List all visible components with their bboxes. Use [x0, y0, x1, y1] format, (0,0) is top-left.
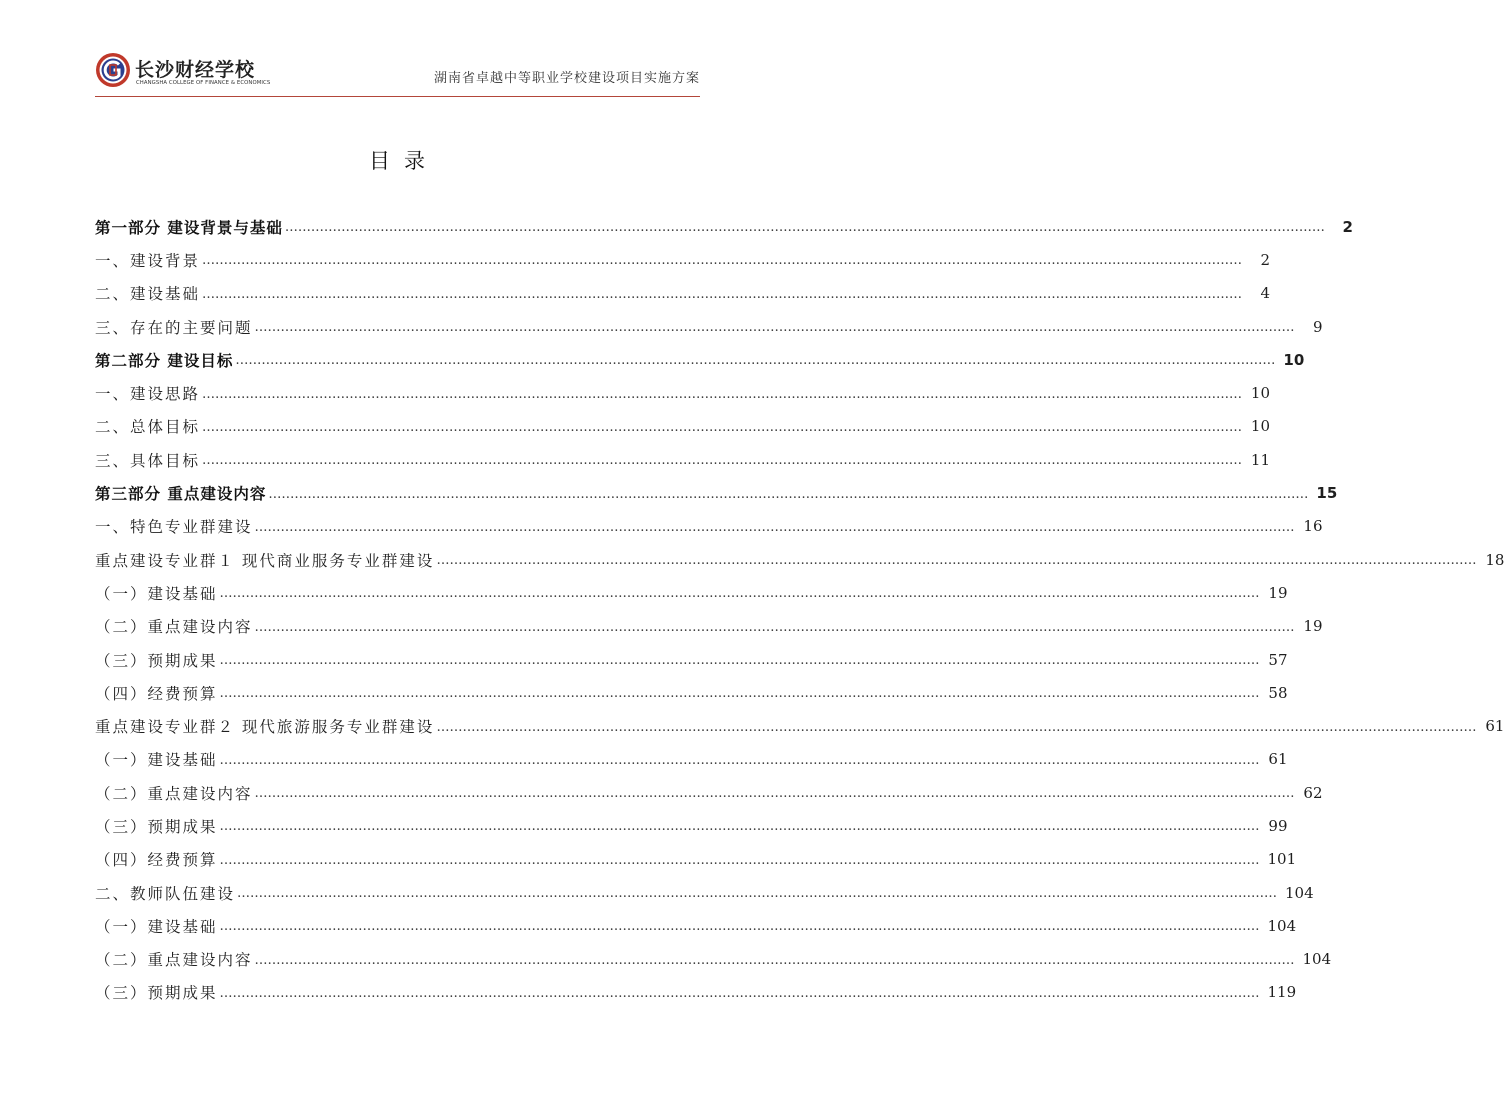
toc-page-number: 9 — [1312, 317, 1323, 336]
logo-school-name: 长沙财经学校 — [135, 59, 256, 81]
toc-entry[interactable] — [95, 576, 1288, 609]
page-title: 目录 — [369, 149, 439, 173]
toc-entry[interactable] — [95, 843, 1297, 876]
toc-entry-label: 三、存在的主要问题 — [95, 318, 253, 337]
toc-entry[interactable] — [95, 943, 1332, 976]
toc-entry-label: （一）建设基础 — [95, 917, 218, 936]
toc-leader-dots: …………………………………………………………………………………………………………………………………………………………………………………………………………………… — [202, 419, 1243, 435]
toc-entry[interactable] — [95, 976, 1297, 1009]
toc-entry[interactable] — [95, 376, 1271, 409]
toc-entry-label: （四）经费预算 — [95, 851, 218, 870]
toc-leader-dots: …………………………………………………………………………………………………………………………………………………………………………………………………………………… — [254, 619, 1295, 635]
toc-page-number: 61 — [1485, 717, 1504, 736]
toc-entry-label: （三）预期成果 — [95, 651, 218, 670]
toc-page-number: 18 — [1485, 550, 1504, 569]
toc-leader-dots: …………………………………………………………………………………………………………………………………………………………………………………………………………………… — [219, 686, 1260, 702]
toc-leader-dots: …………………………………………………………………………………………………………………………………………………………………………………………………………………… — [219, 752, 1260, 768]
toc-page-number: 19 — [1268, 583, 1288, 602]
toc-entry-label: （三）预期成果 — [95, 817, 218, 836]
toc-entry-label: 一、建设思路 — [95, 385, 201, 404]
toc-page-number: 10 — [1283, 350, 1305, 369]
toc-leader-dots: …………………………………………………………………………………………………………………………………………………………………………………………………………………… — [254, 320, 1295, 336]
toc-entry-label: 三、具体目标 — [95, 451, 201, 470]
toc-leader-dots: …………………………………………………………………………………………………………………………………………………………………………………………………………………… — [268, 486, 1309, 502]
toc-leader-dots: …………………………………………………………………………………………………………………………………………………………………………………………………………………… — [254, 519, 1295, 535]
toc-entry-label: （二）重点建设内容 — [95, 784, 253, 803]
toc-entry[interactable] — [95, 343, 1305, 376]
toc-page-number: 11 — [1250, 450, 1271, 469]
toc-page-number: 10 — [1250, 384, 1271, 403]
toc-entry[interactable] — [95, 909, 1297, 942]
toc-entry-label: （一）建设基础 — [95, 584, 218, 603]
toc-entry-label: 第一部分 建设背景与基础 — [95, 218, 283, 237]
toc-page-number: 19 — [1303, 617, 1323, 636]
toc-page-number: 101 — [1267, 850, 1297, 869]
toc-leader-dots: …………………………………………………………………………………………………………………………………………………………………………………………………………………… — [436, 553, 1477, 569]
toc-page-number: 57 — [1268, 650, 1288, 669]
toc-leader-dots: …………………………………………………………………………………………………………………………………………………………………………………………………………………… — [254, 952, 1295, 968]
logo-subtitle: CHANGSHA COLLEGE OF FINANCE & ECONOMICS — [136, 80, 271, 86]
toc-page-number: 104 — [1267, 916, 1297, 935]
toc-leader-dots: …………………………………………………………………………………………………………………………………………………………………………………………………………………… — [219, 586, 1260, 602]
toc-entry-label: 一、建设背景 — [95, 251, 201, 270]
toc-leader-dots: …………………………………………………………………………………………………………………………………………………………………………………………………………………… — [219, 819, 1260, 835]
toc-page-number: 104 — [1285, 883, 1314, 902]
toc-entry-label: 二、总体目标 — [95, 418, 201, 437]
toc-entry[interactable] — [95, 643, 1288, 676]
toc-page-number: 61 — [1268, 750, 1288, 769]
toc-leader-dots: …………………………………………………………………………………………………………………………………………………………………………………………………………………… — [202, 253, 1243, 269]
toc-entry-label: （二）重点建设内容 — [95, 618, 253, 637]
toc-leader-dots: …………………………………………………………………………………………………………………………………………………………………………………………………………………… — [219, 653, 1260, 668]
toc-entry[interactable] — [95, 809, 1288, 842]
toc-entry[interactable] — [95, 709, 1504, 742]
toc-leader-dots: …………………………………………………………………………………………………………………………………………………………………………………………………………………… — [235, 353, 1276, 369]
toc-page-number: 104 — [1302, 950, 1332, 969]
document-title: 湖南省卓越中等职业学校建设项目实施方案 — [433, 71, 700, 86]
toc-leader-dots: …………………………………………………………………………………………………………………………………………………………………………………………………………………… — [202, 386, 1243, 402]
toc-page-number: 99 — [1268, 816, 1288, 835]
toc-entry[interactable] — [95, 510, 1323, 543]
toc-entry[interactable] — [95, 210, 1353, 243]
toc-page-number: 119 — [1267, 983, 1297, 1002]
toc-entry-label: （二）重点建设内容 — [95, 951, 253, 970]
toc-entry[interactable] — [95, 776, 1323, 809]
toc-page-number: 58 — [1268, 683, 1288, 702]
toc-entry[interactable] — [95, 476, 1338, 509]
toc-entry[interactable] — [95, 543, 1504, 576]
table-of-contents — [95, 210, 1504, 1009]
toc-leader-dots: …………………………………………………………………………………………………………………………………………………………………………………………………………………… — [219, 919, 1260, 935]
toc-entry-label: （三）预期成果 — [95, 984, 218, 1003]
toc-leader-dots: …………………………………………………………………………………………………………………………………………………………………………………………………………………… — [436, 719, 1477, 735]
toc-entry-label: 重点建设专业群２ 现代旅游服务专业群建设 — [95, 718, 435, 737]
toc-leader-dots: …………………………………………………………………………………………………………………………………………………………………………………………………………………… — [202, 286, 1243, 302]
toc-page-number: 10 — [1250, 417, 1271, 436]
toc-entry-label: 二、教师队伍建设 — [95, 884, 236, 903]
toc-page-number: 16 — [1303, 517, 1323, 536]
toc-entry[interactable] — [95, 610, 1323, 643]
toc-leader-dots: …………………………………………………………………………………………………………………………………………………………………………………………………………………… — [202, 453, 1243, 469]
toc-entry[interactable] — [95, 410, 1271, 443]
school-emblem-icon — [95, 52, 131, 88]
toc-entry-label: 第三部分 重点建设内容 — [95, 485, 267, 504]
toc-entry[interactable] — [95, 243, 1271, 276]
toc-entry-label: （一）建设基础 — [95, 751, 218, 770]
toc-page-number: 15 — [1316, 484, 1338, 503]
toc-leader-dots: …………………………………………………………………………………………………………………………………………………………………………………………………………………… — [254, 786, 1295, 802]
toc-entry[interactable] — [95, 676, 1288, 709]
toc-entry[interactable] — [95, 443, 1271, 476]
toc-entry-label: 重点建设专业群１ 现代商业服务专业群建设 — [95, 551, 435, 570]
toc-page-number: 2 — [1342, 217, 1353, 236]
page-header — [95, 50, 700, 97]
toc-entry-label: 二、建设基础 — [95, 285, 201, 304]
toc-page-number: 62 — [1303, 783, 1323, 802]
toc-entry-label: （四）经费预算 — [95, 684, 218, 703]
toc-entry[interactable] — [95, 876, 1314, 909]
school-logo — [95, 52, 285, 92]
toc-entry[interactable] — [95, 277, 1271, 310]
toc-leader-dots: …………………………………………………………………………………………………………………………………………………………………………………………………………………… — [237, 886, 1278, 902]
toc-leader-dots: …………………………………………………………………………………………………………………………………………………………………………………………………………………… — [219, 852, 1260, 868]
toc-leader-dots: …………………………………………………………………………………………………………………………………………………………………………………………………………………… — [219, 985, 1260, 1001]
toc-page-number: 4 — [1260, 284, 1271, 303]
toc-page-number: 2 — [1260, 250, 1271, 269]
toc-entry-label: 第二部分 建设目标 — [95, 351, 234, 370]
toc-entry-label: 一、特色专业群建设 — [95, 518, 253, 537]
toc-entry[interactable] — [95, 310, 1323, 343]
toc-entry[interactable] — [95, 743, 1288, 776]
toc-leader-dots: …………………………………………………………………………………………………………………………………………………………………………………………………………………… — [284, 220, 1325, 236]
